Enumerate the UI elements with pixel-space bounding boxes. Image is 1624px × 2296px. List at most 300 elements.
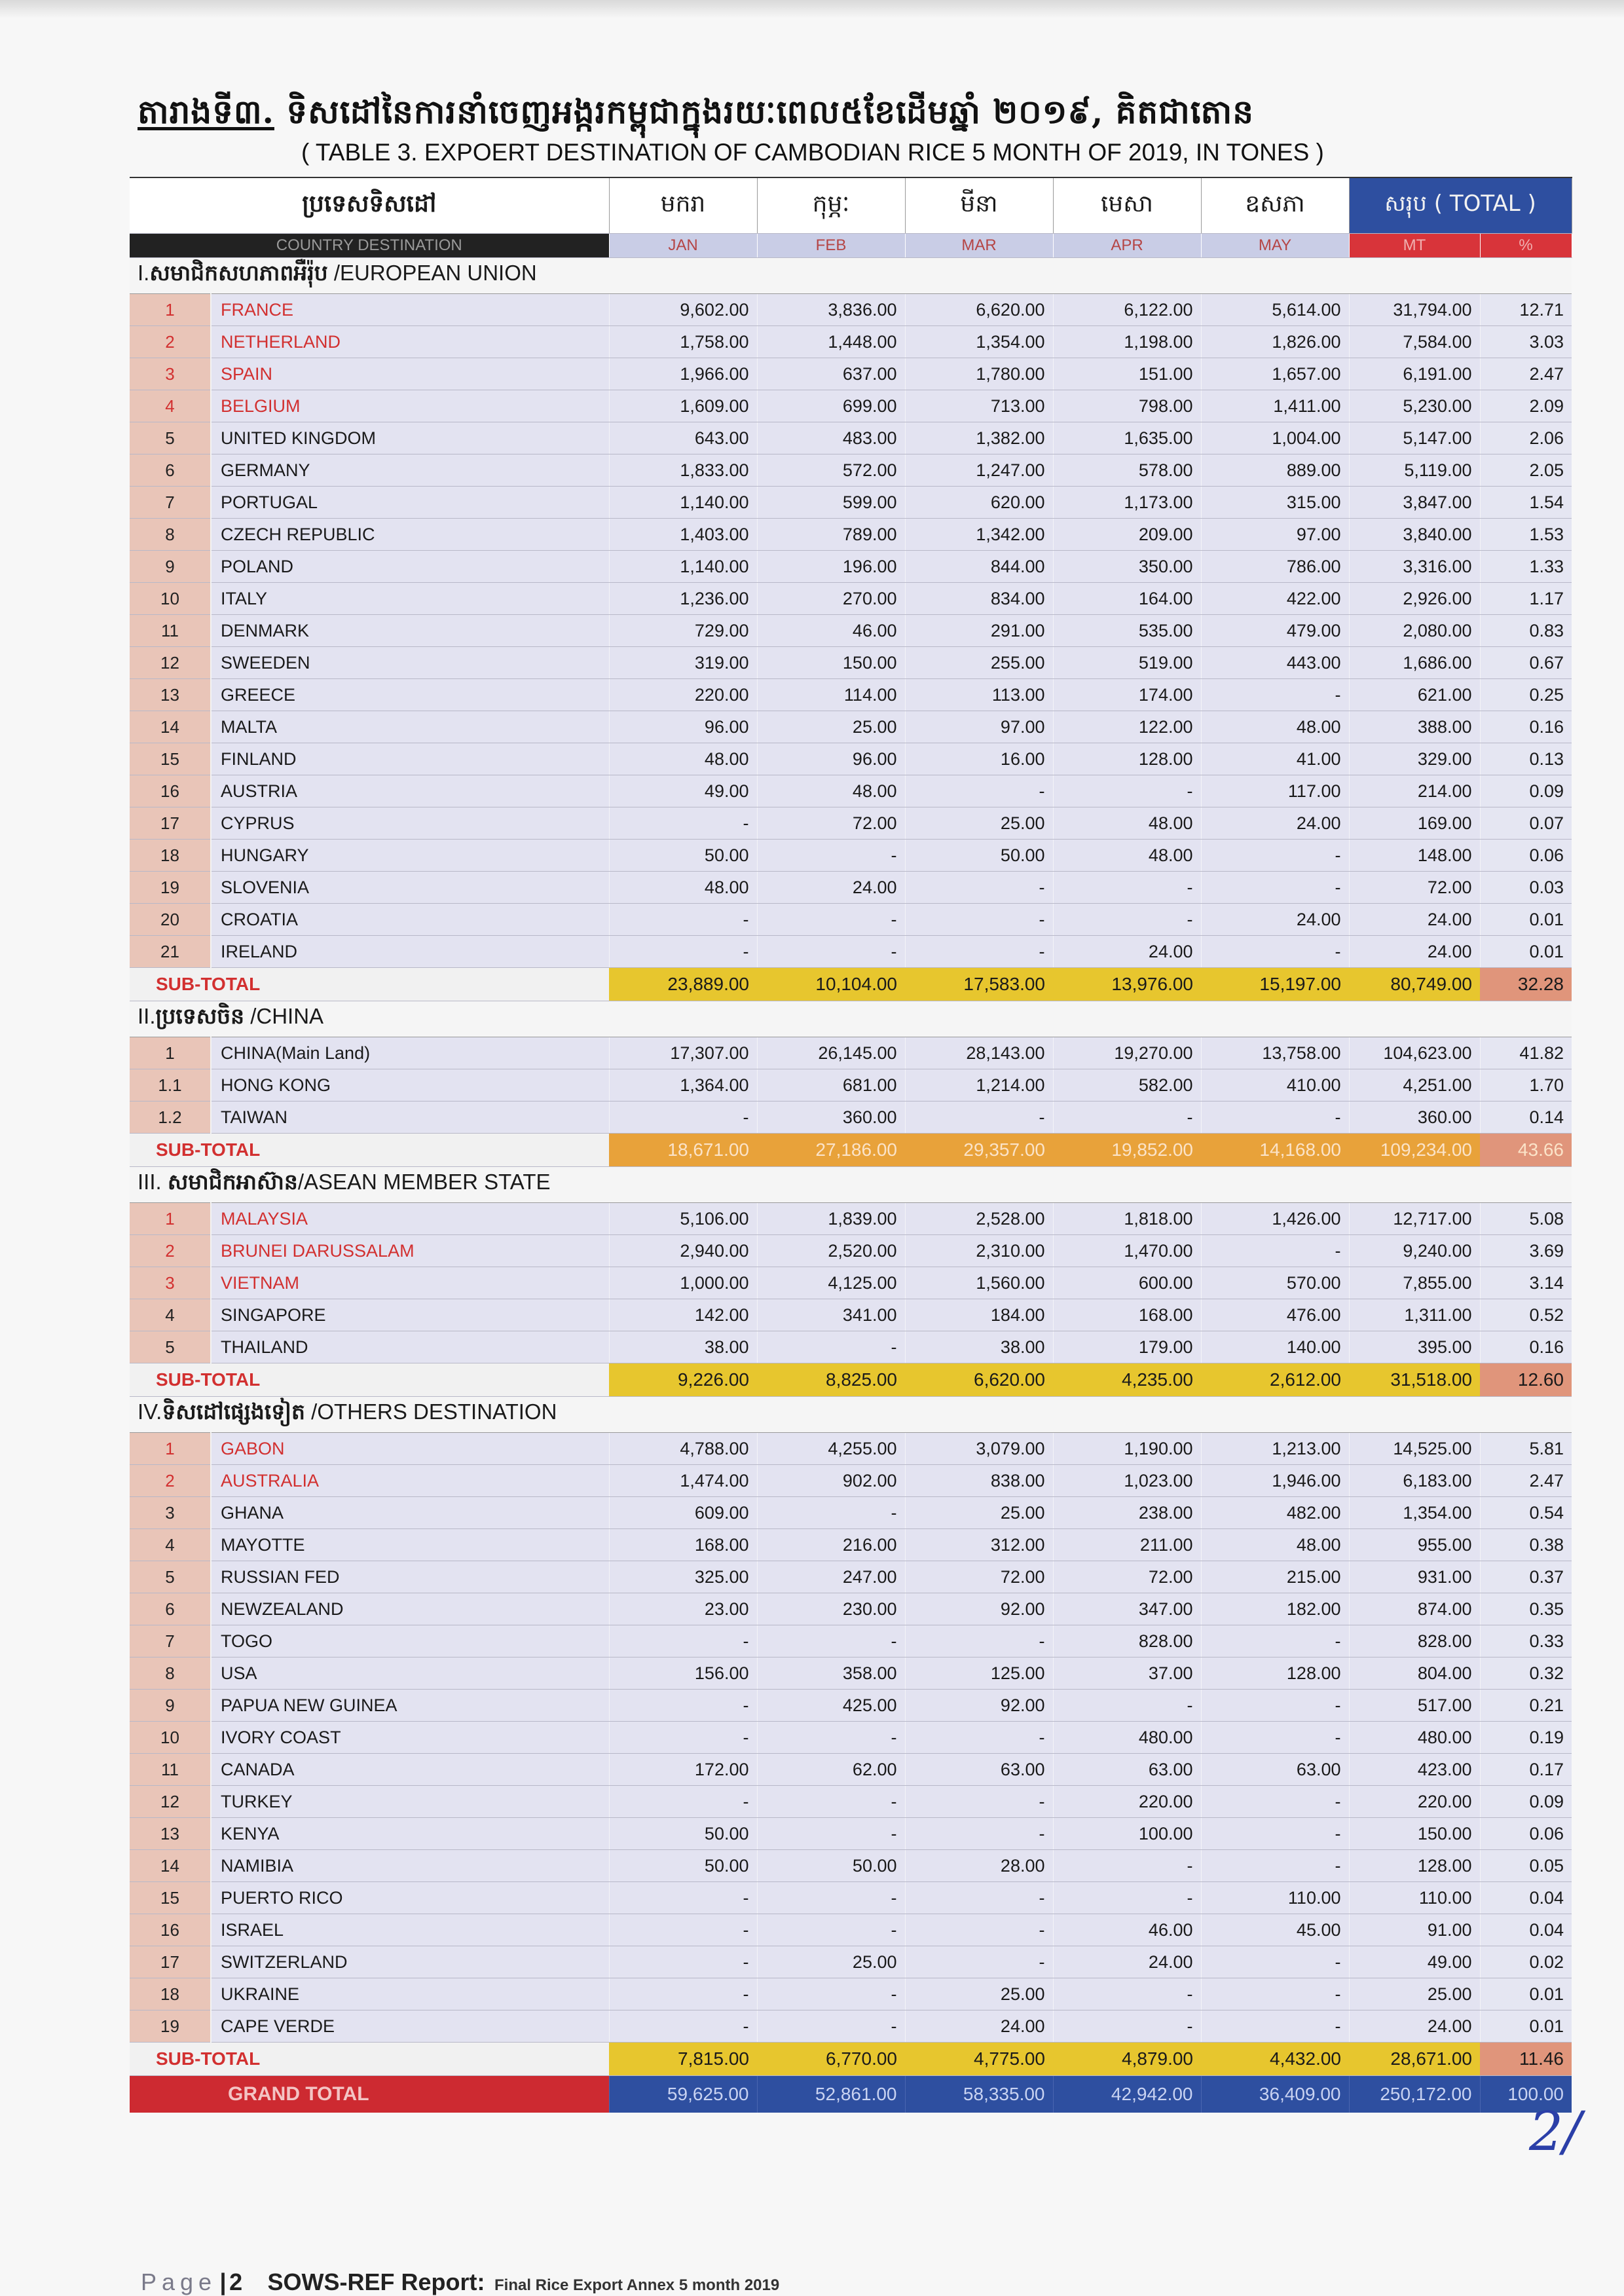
grand-total-pct: 100.00 — [1480, 2076, 1572, 2113]
cell-total-mt: 2,080.00 — [1349, 615, 1480, 647]
cell-may: 1,004.00 — [1201, 422, 1349, 454]
country-name: HUNGARY — [211, 840, 609, 872]
cell-mar: - — [905, 1882, 1053, 1914]
row-number: 1 — [130, 294, 211, 326]
table-row — [130, 1561, 1572, 1593]
table-row — [130, 1465, 1572, 1497]
cell-may: - — [1201, 1946, 1349, 1978]
cell-mar: 25.00 — [905, 1978, 1053, 2010]
cell-feb: 50.00 — [757, 1850, 905, 1882]
country-name: MAYOTTE — [211, 1529, 609, 1561]
cell-apr: 1,470.00 — [1053, 1235, 1201, 1267]
cell-apr: 164.00 — [1053, 583, 1201, 615]
subtotal-label: SUB-TOTAL — [130, 1134, 609, 1167]
country-name: NETHERLAND — [211, 326, 609, 358]
cell-total-mt: 7,584.00 — [1349, 326, 1480, 358]
cell-mar: - — [905, 1914, 1053, 1946]
cell-may: - — [1201, 1235, 1349, 1267]
cell-apr: 19,270.00 — [1053, 1037, 1201, 1069]
cell-jan: 1,000.00 — [609, 1267, 757, 1299]
row-number: 5 — [130, 1561, 211, 1593]
country-name: SWEEDEN — [211, 647, 609, 679]
cell-apr: 798.00 — [1053, 390, 1201, 422]
cell-feb: - — [757, 1722, 905, 1754]
cell-pct: 0.09 — [1480, 1786, 1572, 1818]
cell-may: 110.00 — [1201, 1882, 1349, 1914]
table-row — [130, 743, 1572, 775]
cell-mar: 1,342.00 — [905, 519, 1053, 551]
cell-jan: 156.00 — [609, 1657, 757, 1690]
cell-apr: 6,122.00 — [1053, 294, 1201, 326]
header-month-en-mar: MAR — [905, 234, 1053, 258]
cell-pct: 0.33 — [1480, 1625, 1572, 1657]
cell-jan: 48.00 — [609, 743, 757, 775]
cell-may: 117.00 — [1201, 775, 1349, 807]
country-name: CYPRUS — [211, 807, 609, 840]
row-number: 1.2 — [130, 1102, 211, 1134]
cell-may: 786.00 — [1201, 551, 1349, 583]
cell-jan: - — [609, 904, 757, 936]
table-row — [130, 487, 1572, 519]
cell-jan: 1,833.00 — [609, 454, 757, 487]
cell-jan: 325.00 — [609, 1561, 757, 1593]
cell-mar: 113.00 — [905, 679, 1053, 711]
table-row — [130, 807, 1572, 840]
cell-pct: 1.33 — [1480, 551, 1572, 583]
grand-total-may: 36,409.00 — [1201, 2076, 1349, 2113]
header-month-feb: កុម្ភៈ — [757, 177, 905, 234]
cell-jan: 50.00 — [609, 840, 757, 872]
cell-pct: 0.13 — [1480, 743, 1572, 775]
cell-pct: 2.09 — [1480, 390, 1572, 422]
cell-apr: 48.00 — [1053, 840, 1201, 872]
cell-total-mt: 12,717.00 — [1349, 1203, 1480, 1235]
cell-apr: 63.00 — [1053, 1754, 1201, 1786]
cell-total-mt: 3,316.00 — [1349, 551, 1480, 583]
table-row — [130, 1625, 1572, 1657]
subtotal-label: SUB-TOTAL — [130, 968, 609, 1001]
header-row-khmer — [130, 177, 1572, 234]
row-number: 9 — [130, 551, 211, 583]
cell-pct: 1.17 — [1480, 583, 1572, 615]
cell-total-mt: 9,240.00 — [1349, 1235, 1480, 1267]
cell-may: - — [1201, 936, 1349, 968]
subtotal-row — [130, 2043, 1572, 2076]
subtotal-feb: 27,186.00 — [757, 1134, 905, 1167]
cell-apr: 128.00 — [1053, 743, 1201, 775]
cell-apr: 209.00 — [1053, 519, 1201, 551]
cell-may: 482.00 — [1201, 1497, 1349, 1529]
cell-pct: 2.05 — [1480, 454, 1572, 487]
subtotal-row — [130, 1363, 1572, 1397]
cell-mar: 1,560.00 — [905, 1267, 1053, 1299]
country-name: MALTA — [211, 711, 609, 743]
table-row — [130, 936, 1572, 968]
section-title-khmer: សមាជិកសហភាពអឺរ៉ុប — [149, 260, 328, 286]
cell-feb: 681.00 — [757, 1069, 905, 1102]
header-month-en-apr: APR — [1053, 234, 1201, 258]
cell-mar: - — [905, 1625, 1053, 1657]
cell-jan: - — [609, 1882, 757, 1914]
cell-pct: 0.01 — [1480, 2010, 1572, 2043]
cell-apr: 168.00 — [1053, 1299, 1201, 1331]
subtotal-apr: 13,976.00 — [1053, 968, 1201, 1001]
section-title-english: /OTHERS DESTINATION — [305, 1399, 557, 1424]
country-name: PAPUA NEW GUINEA — [211, 1690, 609, 1722]
country-name: UNITED KINGDOM — [211, 422, 609, 454]
grand-total-feb: 52,861.00 — [757, 2076, 905, 2113]
cell-feb: 62.00 — [757, 1754, 905, 1786]
cell-may: 182.00 — [1201, 1593, 1349, 1625]
subtotal-feb: 6,770.00 — [757, 2043, 905, 2076]
cell-pct: 0.35 — [1480, 1593, 1572, 1625]
cell-jan: 48.00 — [609, 872, 757, 904]
cell-total-mt: 24.00 — [1349, 936, 1480, 968]
cell-apr: 100.00 — [1053, 1818, 1201, 1850]
cell-feb: 4,255.00 — [757, 1433, 905, 1465]
cell-total-mt: 1,354.00 — [1349, 1497, 1480, 1529]
country-name: UKRAINE — [211, 1978, 609, 2010]
cell-feb: - — [757, 1331, 905, 1363]
subtotal-row — [130, 968, 1572, 1001]
cell-may: 1,657.00 — [1201, 358, 1349, 390]
table-row — [130, 1433, 1572, 1465]
cell-total-mt: 388.00 — [1349, 711, 1480, 743]
cell-apr: 480.00 — [1053, 1722, 1201, 1754]
header-mt: MT — [1349, 234, 1480, 258]
cell-feb: 572.00 — [757, 454, 905, 487]
table-row — [130, 711, 1572, 743]
table-row — [130, 519, 1572, 551]
row-number: 7 — [130, 487, 211, 519]
section-header — [130, 258, 1572, 294]
cell-total-mt: 6,183.00 — [1349, 1465, 1480, 1497]
cell-mar: 6,620.00 — [905, 294, 1053, 326]
subtotal-feb: 10,104.00 — [757, 968, 905, 1001]
table-row — [130, 1529, 1572, 1561]
cell-pct: 0.02 — [1480, 1946, 1572, 1978]
country-name: GREECE — [211, 679, 609, 711]
section-header — [130, 1001, 1572, 1037]
cell-jan: 96.00 — [609, 711, 757, 743]
row-number: 19 — [130, 2010, 211, 2043]
cell-jan: - — [609, 1786, 757, 1818]
cell-jan: 142.00 — [609, 1299, 757, 1331]
cell-apr: 211.00 — [1053, 1529, 1201, 1561]
cell-may: 45.00 — [1201, 1914, 1349, 1946]
cell-may: 1,411.00 — [1201, 390, 1349, 422]
country-name: TURKEY — [211, 1786, 609, 1818]
country-name: SPAIN — [211, 358, 609, 390]
cell-total-mt: 423.00 — [1349, 1754, 1480, 1786]
cell-apr: 122.00 — [1053, 711, 1201, 743]
cell-jan: 1,966.00 — [609, 358, 757, 390]
cell-total-mt: 3,840.00 — [1349, 519, 1480, 551]
table-row — [130, 583, 1572, 615]
cell-feb: 1,448.00 — [757, 326, 905, 358]
cell-apr: 151.00 — [1053, 358, 1201, 390]
country-name: VIETNAM — [211, 1267, 609, 1299]
country-name: KENYA — [211, 1818, 609, 1850]
cell-total-mt: 25.00 — [1349, 1978, 1480, 2010]
cell-feb: - — [757, 1786, 905, 1818]
page-label: Page — [141, 2268, 217, 2295]
cell-apr: 1,173.00 — [1053, 487, 1201, 519]
cell-mar: 92.00 — [905, 1593, 1053, 1625]
cell-pct: 0.06 — [1480, 840, 1572, 872]
cell-total-mt: 14,525.00 — [1349, 1433, 1480, 1465]
cell-jan: - — [609, 1625, 757, 1657]
table-row — [130, 1754, 1572, 1786]
subtotal-may: 14,168.00 — [1201, 1134, 1349, 1167]
country-name: AUSTRALIA — [211, 1465, 609, 1497]
subtotal-apr: 4,235.00 — [1053, 1363, 1201, 1397]
row-number: 6 — [130, 1593, 211, 1625]
cell-total-mt: 621.00 — [1349, 679, 1480, 711]
country-name: DENMARK — [211, 615, 609, 647]
cell-jan: - — [609, 1722, 757, 1754]
cell-mar: 2,310.00 — [905, 1235, 1053, 1267]
cell-jan: 1,140.00 — [609, 551, 757, 583]
cell-feb: 2,520.00 — [757, 1235, 905, 1267]
cell-may: - — [1201, 1690, 1349, 1722]
scan-edge — [0, 0, 1624, 18]
table-row — [130, 1882, 1572, 1914]
cell-feb: - — [757, 1497, 905, 1529]
row-number: 11 — [130, 1754, 211, 1786]
table-row — [130, 1593, 1572, 1625]
cell-total-mt: 91.00 — [1349, 1914, 1480, 1946]
cell-may: - — [1201, 840, 1349, 872]
country-name: POLAND — [211, 551, 609, 583]
cell-pct: 0.16 — [1480, 711, 1572, 743]
cell-feb: - — [757, 1978, 905, 2010]
table-row — [130, 326, 1572, 358]
cell-feb: - — [757, 840, 905, 872]
cell-jan: 17,307.00 — [609, 1037, 757, 1069]
header-month-en-jan: JAN — [609, 234, 757, 258]
row-number: 1 — [130, 1203, 211, 1235]
cell-pct: 0.06 — [1480, 1818, 1572, 1850]
section-header — [130, 1397, 1572, 1433]
row-number: 17 — [130, 1946, 211, 1978]
cell-feb: 1,839.00 — [757, 1203, 905, 1235]
country-name: BRUNEI DARUSSALAM — [211, 1235, 609, 1267]
cell-feb: 699.00 — [757, 390, 905, 422]
cell-apr: 828.00 — [1053, 1625, 1201, 1657]
cell-total-mt: 1,311.00 — [1349, 1299, 1480, 1331]
cell-total-mt: 1,686.00 — [1349, 647, 1480, 679]
table-row — [130, 2010, 1572, 2043]
row-number: 13 — [130, 1818, 211, 1850]
cell-mar: 25.00 — [905, 807, 1053, 840]
cell-pct: 0.07 — [1480, 807, 1572, 840]
row-number: 1 — [130, 1037, 211, 1069]
section-title-khmer: ប្រទេសចិន — [155, 1003, 245, 1029]
cell-apr: 179.00 — [1053, 1331, 1201, 1363]
cell-pct: 0.01 — [1480, 1978, 1572, 2010]
cell-mar: 72.00 — [905, 1561, 1053, 1593]
cell-jan: 4,788.00 — [609, 1433, 757, 1465]
cell-feb: 72.00 — [757, 807, 905, 840]
grand-total-mt: 250,172.00 — [1349, 2076, 1480, 2113]
cell-total-mt: 5,147.00 — [1349, 422, 1480, 454]
table-row — [130, 390, 1572, 422]
row-number: 4 — [130, 1299, 211, 1331]
cell-apr: 37.00 — [1053, 1657, 1201, 1690]
cell-total-mt: 150.00 — [1349, 1818, 1480, 1850]
cell-jan: 168.00 — [609, 1529, 757, 1561]
cell-mar: - — [905, 775, 1053, 807]
table-row — [130, 294, 1572, 326]
cell-pct: 2.47 — [1480, 1465, 1572, 1497]
row-number: 14 — [130, 1850, 211, 1882]
table-row — [130, 1850, 1572, 1882]
cell-mar: 28.00 — [905, 1850, 1053, 1882]
table-row — [130, 775, 1572, 807]
row-number: 15 — [130, 1882, 211, 1914]
cell-pct: 0.19 — [1480, 1722, 1572, 1754]
cell-feb: 789.00 — [757, 519, 905, 551]
country-name: RUSSIAN FED — [211, 1561, 609, 1593]
cell-apr: 24.00 — [1053, 1946, 1201, 1978]
country-name: SLOVENIA — [211, 872, 609, 904]
country-name: GHANA — [211, 1497, 609, 1529]
header-pct: % — [1480, 234, 1572, 258]
country-name: PUERTO RICO — [211, 1882, 609, 1914]
cell-feb: - — [757, 1625, 905, 1657]
cell-total-mt: 5,230.00 — [1349, 390, 1480, 422]
cell-total-mt: 828.00 — [1349, 1625, 1480, 1657]
cell-mar: 1,247.00 — [905, 454, 1053, 487]
cell-pct: 0.37 — [1480, 1561, 1572, 1593]
subtotal-apr: 19,852.00 — [1053, 1134, 1201, 1167]
cell-total-mt: 329.00 — [1349, 743, 1480, 775]
cell-jan: - — [609, 1690, 757, 1722]
country-name: SWITZERLAND — [211, 1946, 609, 1978]
cell-apr: 350.00 — [1053, 551, 1201, 583]
cell-pct: 0.09 — [1480, 775, 1572, 807]
cell-total-mt: 2,926.00 — [1349, 583, 1480, 615]
cell-jan: 172.00 — [609, 1754, 757, 1786]
cell-total-mt: 517.00 — [1349, 1690, 1480, 1722]
section-title-english: /ASEAN MEMBER STATE — [297, 1170, 551, 1194]
cell-mar: 63.00 — [905, 1754, 1053, 1786]
cell-mar: 24.00 — [905, 2010, 1053, 2043]
table-row — [130, 615, 1572, 647]
cell-total-mt: 931.00 — [1349, 1561, 1480, 1593]
cell-pct: 0.04 — [1480, 1882, 1572, 1914]
cell-pct: 0.16 — [1480, 1331, 1572, 1363]
table-row — [130, 454, 1572, 487]
header-month-may: ឧសភា — [1201, 177, 1349, 234]
row-number: 5 — [130, 422, 211, 454]
row-number: 8 — [130, 1657, 211, 1690]
cell-pct: 1.70 — [1480, 1069, 1572, 1102]
row-number: 2 — [130, 326, 211, 358]
cell-mar: 834.00 — [905, 583, 1053, 615]
section-header — [130, 1167, 1572, 1203]
country-name: CHINA(Main Land) — [211, 1037, 609, 1069]
cell-apr: 582.00 — [1053, 1069, 1201, 1102]
cell-total-mt: 24.00 — [1349, 2010, 1480, 2043]
cell-mar: 184.00 — [905, 1299, 1053, 1331]
cell-may: 13,758.00 — [1201, 1037, 1349, 1069]
cell-pct: 3.69 — [1480, 1235, 1572, 1267]
section-prefix: I. — [138, 261, 150, 285]
cell-jan: 1,140.00 — [609, 487, 757, 519]
cell-may: 48.00 — [1201, 1529, 1349, 1561]
row-number: 1.1 — [130, 1069, 211, 1102]
country-name: USA — [211, 1657, 609, 1690]
cell-apr: 535.00 — [1053, 615, 1201, 647]
cell-may: 24.00 — [1201, 904, 1349, 936]
cell-mar: - — [905, 936, 1053, 968]
table-row — [130, 1037, 1572, 1069]
row-number: 16 — [130, 1914, 211, 1946]
cell-total-mt: 31,794.00 — [1349, 294, 1480, 326]
header-month-jan: មករា — [609, 177, 757, 234]
cell-may: 315.00 — [1201, 487, 1349, 519]
table-row — [130, 1657, 1572, 1690]
cell-jan: - — [609, 2010, 757, 2043]
cell-mar: 255.00 — [905, 647, 1053, 679]
row-number: 19 — [130, 872, 211, 904]
cell-feb: 25.00 — [757, 711, 905, 743]
cell-feb: 26,145.00 — [757, 1037, 905, 1069]
cell-may: 443.00 — [1201, 647, 1349, 679]
subtotal-mt: 28,671.00 — [1349, 2043, 1480, 2076]
cell-total-mt: 148.00 — [1349, 840, 1480, 872]
cell-mar: 28,143.00 — [905, 1037, 1053, 1069]
cell-pct: 0.01 — [1480, 904, 1572, 936]
subtotal-label: SUB-TOTAL — [130, 2043, 609, 2076]
row-number: 5 — [130, 1331, 211, 1363]
country-name: PORTUGAL — [211, 487, 609, 519]
cell-mar: 25.00 — [905, 1497, 1053, 1529]
cell-jan: 319.00 — [609, 647, 757, 679]
country-name: THAILAND — [211, 1331, 609, 1363]
row-number: 2 — [130, 1235, 211, 1267]
subtotal-mar: 6,620.00 — [905, 1363, 1053, 1397]
cell-pct: 12.71 — [1480, 294, 1572, 326]
cell-apr: - — [1053, 1850, 1201, 1882]
country-name: CANADA — [211, 1754, 609, 1786]
subtotal-apr: 4,879.00 — [1053, 2043, 1201, 2076]
country-name: GERMANY — [211, 454, 609, 487]
section-title — [130, 1001, 1572, 1037]
row-number: 2 — [130, 1465, 211, 1497]
cell-mar: 92.00 — [905, 1690, 1053, 1722]
grand-total-jan: 59,625.00 — [609, 2076, 757, 2113]
cell-apr: 578.00 — [1053, 454, 1201, 487]
cell-feb: - — [757, 1818, 905, 1850]
cell-feb: 24.00 — [757, 872, 905, 904]
subtotal-mar: 29,357.00 — [905, 1134, 1053, 1167]
cell-feb: 96.00 — [757, 743, 905, 775]
cell-pct: 5.81 — [1480, 1433, 1572, 1465]
cell-jan: 2,940.00 — [609, 1235, 757, 1267]
cell-mar: - — [905, 1786, 1053, 1818]
cell-feb: 902.00 — [757, 1465, 905, 1497]
subtotal-may: 4,432.00 — [1201, 2043, 1349, 2076]
cell-feb: - — [757, 2010, 905, 2043]
cell-may: 410.00 — [1201, 1069, 1349, 1102]
table-row — [130, 1722, 1572, 1754]
cell-mar: 1,382.00 — [905, 422, 1053, 454]
cell-total-mt: 955.00 — [1349, 1529, 1480, 1561]
table-row — [130, 1690, 1572, 1722]
